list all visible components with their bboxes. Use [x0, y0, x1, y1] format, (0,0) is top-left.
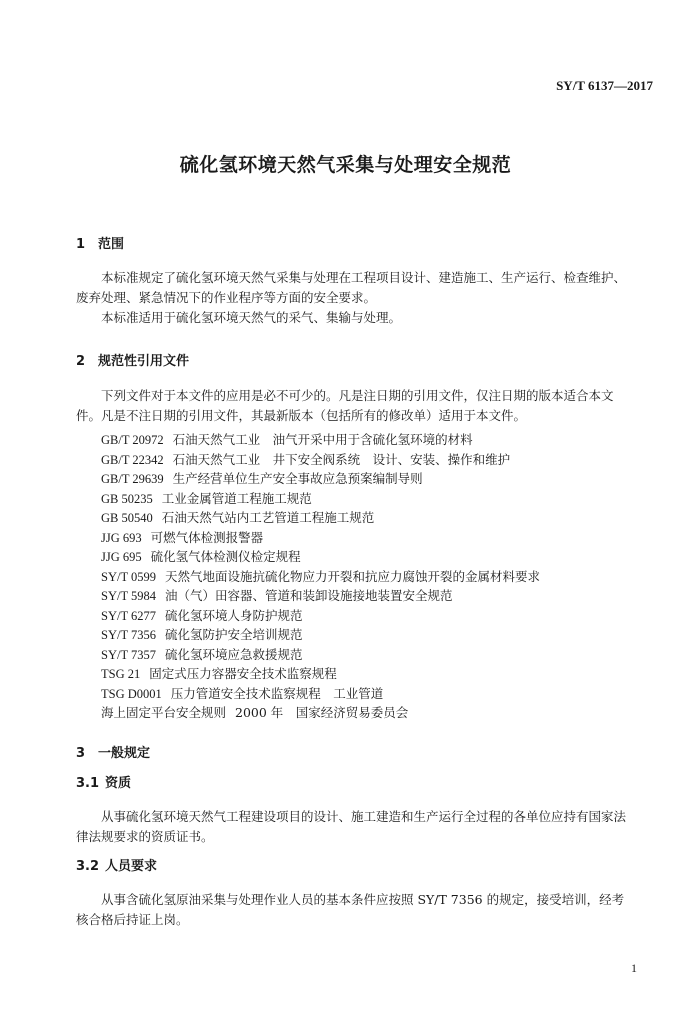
- section-2-intro: [76, 386, 656, 426]
- reference-item: [101, 586, 540, 606]
- standard-code: SY/T 6137—2017: [556, 78, 653, 93]
- section-1-paragraph-1: [76, 268, 656, 308]
- reference-code: JJG 695: [101, 550, 142, 564]
- reference-title: 石油天然气站内工艺管道工程施工规范: [161, 510, 375, 525]
- reference-title: 天然气地面设施抗硫化物应力开裂和抗应力腐蚀开裂的金属材料要求: [165, 568, 541, 584]
- reference-code: TSG 21: [101, 667, 141, 681]
- section-3-heading: [76, 742, 150, 761]
- section-number: 2: [76, 354, 86, 369]
- reference-code: 海上固定平台安全规则: [101, 706, 227, 720]
- paragraph-line: 废弃处理、紧急情况下的作业程序等方面的安全要求。: [76, 290, 377, 305]
- reference-list: [101, 430, 540, 723]
- section-2-heading: [76, 350, 189, 369]
- reference-item: [101, 703, 540, 723]
- paragraph-line: 核合格后持证上岗。: [76, 912, 189, 927]
- reference-code: GB 50540: [101, 511, 153, 525]
- reference-item: [101, 645, 540, 665]
- reference-code: SY/T 7357: [101, 647, 156, 662]
- reference-code: GB/T 29639: [101, 472, 164, 486]
- reference-code: GB 50235: [101, 491, 153, 506]
- reference-code: SY/T 7356: [101, 628, 156, 642]
- reference-item: [101, 489, 540, 509]
- paragraph-line: 件。凡是不注日期的引用文件，其最新版本（包括所有的修改单）适用于本文件。: [76, 408, 527, 423]
- paragraph-line: 从事硫化氢环境天然气工程建设项目的设计、施工建造和生产运行全过程的各单位应持有国家法: [101, 809, 627, 824]
- reference-item: [101, 528, 540, 548]
- reference-title: 压力管道安全技术监察规程 工业管道: [170, 685, 384, 701]
- reference-item: [101, 684, 540, 704]
- reference-title: 硫化氢气体检测仪检定规程: [150, 549, 301, 564]
- reference-title: 可燃气体检测报警器: [150, 529, 264, 545]
- reference-title: 硫化氢环境人身防护规范: [165, 607, 303, 623]
- section-3-2-heading: [76, 855, 157, 874]
- reference-code: SY/T 5984: [101, 589, 156, 603]
- reference-title: 硫化氢防护安全培训规范: [165, 627, 303, 642]
- paragraph-line: 律法规要求的资质证书。: [76, 829, 214, 844]
- section-title: 资质: [105, 776, 132, 791]
- page-number: 1: [631, 961, 637, 975]
- reference-title: 2000 年 国家经济贸易委员会: [235, 705, 409, 720]
- reference-title: 工业金属管道工程施工规范: [161, 490, 312, 506]
- section-1-paragraph-2: [76, 308, 656, 328]
- reference-code: TSG D0001: [101, 686, 162, 701]
- reference-code: SY/T 6277: [101, 608, 156, 623]
- reference-item: [101, 469, 540, 489]
- section-number: 3: [76, 746, 86, 761]
- reference-code: JJG 693: [101, 530, 142, 545]
- section-title: 规范性引用文件: [98, 354, 190, 369]
- reference-item: [101, 664, 540, 684]
- reference-item: [101, 508, 540, 528]
- section-title: 一般规定: [98, 746, 151, 761]
- paragraph-line: 本标准规定了硫化氢环境天然气采集与处理在工程项目设计、建造施工、生产运行、检查维护、: [101, 270, 627, 285]
- reference-code: GB/T 20972: [101, 433, 164, 447]
- section-1-heading: [76, 233, 124, 252]
- reference-code: SY/T 0599: [101, 569, 156, 584]
- reference-title: 石油天然气工业 油气开采中用于含硫化氢环境的材料: [172, 432, 473, 447]
- reference-item: [101, 625, 540, 645]
- paragraph-line: 本标准适用于硫化氢环境天然气的采气、集输与处理。: [101, 310, 402, 325]
- section-3-1-paragraph: [76, 807, 656, 847]
- reference-item: [101, 450, 540, 470]
- reference-code: GB/T 22342: [101, 452, 164, 467]
- paragraph-line: 下列文件对于本文件的应用是必不可少的。凡是注日期的引用文件，仅注日期的版本适合本文: [101, 388, 614, 403]
- reference-item: [101, 567, 540, 587]
- section-title: 范围: [98, 237, 125, 252]
- section-3-1-heading: [76, 772, 131, 791]
- reference-item: [101, 547, 540, 567]
- document-title: 硫化氢环境天然气采集与处理安全规范: [179, 154, 512, 176]
- reference-item: [101, 606, 540, 626]
- reference-title: 石油天然气工业 井下安全阀系统 设计、安装、操作和维护: [172, 451, 511, 467]
- section-title: 人员要求: [105, 859, 158, 874]
- reference-title: 硫化氢环境应急救援规范: [165, 646, 303, 662]
- section-number: 3.1: [76, 776, 100, 791]
- section-3-2-paragraph: [76, 890, 656, 930]
- reference-item: [101, 430, 540, 450]
- reference-title: 生产经营单位生产安全事故应急预案编制导则: [172, 471, 423, 486]
- section-number: 1: [76, 237, 86, 252]
- reference-title: 固定式压力容器安全技术监察规程: [149, 666, 337, 681]
- section-number: 3.2: [76, 859, 100, 874]
- paragraph-line: 从事含硫化氢原油采集与处理作业人员的基本条件应按照 SY/T 7356 的规定，接受培训，经考: [101, 892, 625, 907]
- reference-title: 油（气）田容器、管道和装卸设施接地装置安全规范: [165, 588, 453, 603]
